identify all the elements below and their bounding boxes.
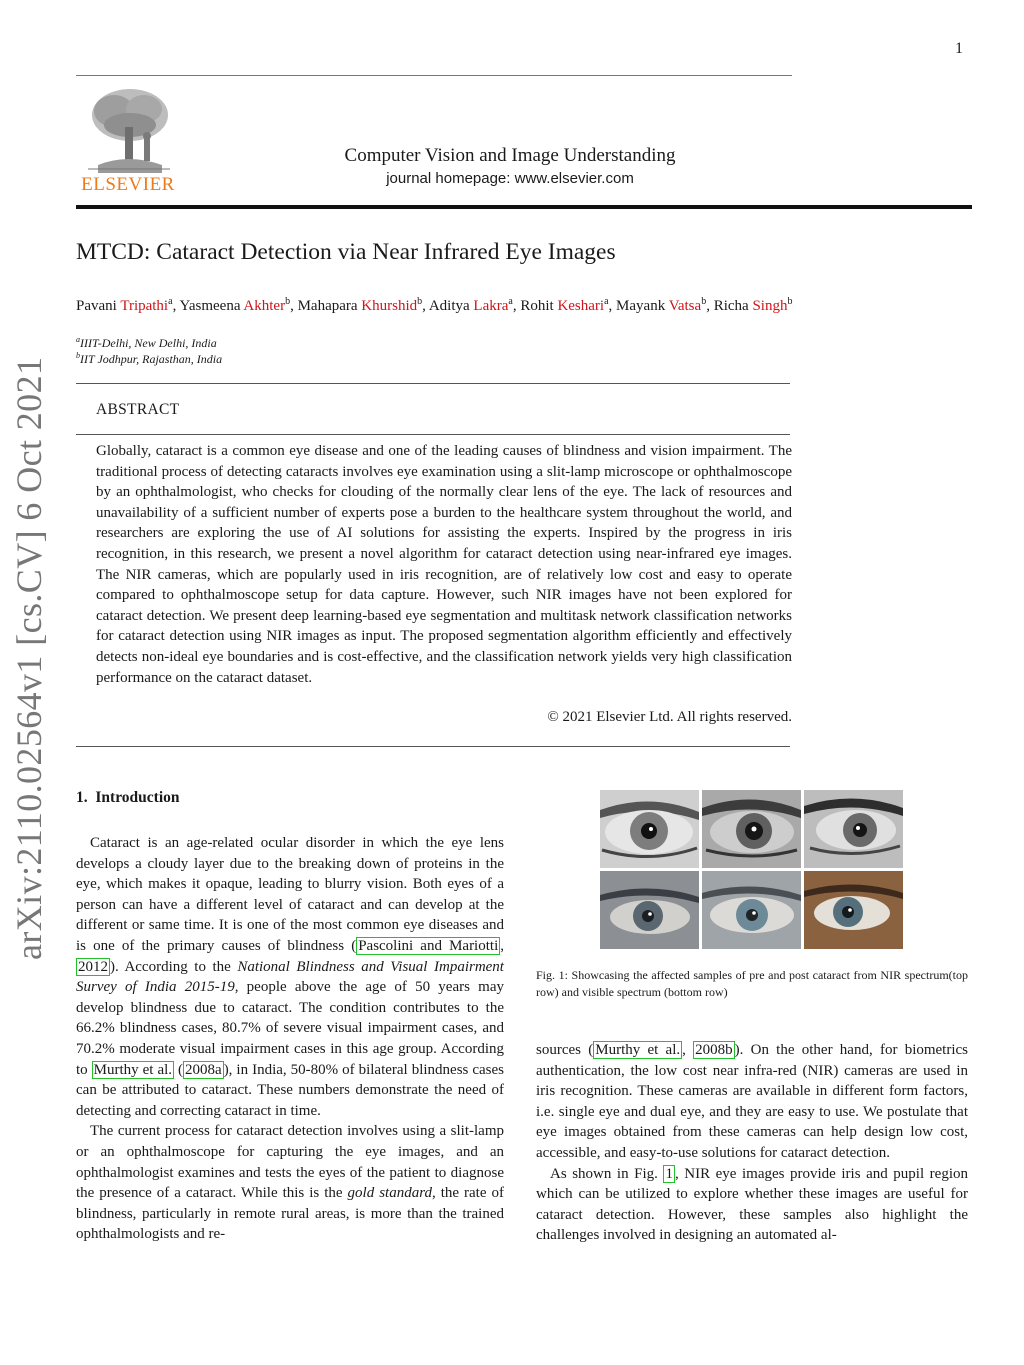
elsevier-logo [78, 85, 178, 197]
author-last-name-link[interactable]: Keshari [557, 298, 605, 314]
author-first-name: Mahapara [297, 298, 358, 314]
author-separator: , [512, 298, 521, 314]
abstract-bottom-rule [76, 746, 790, 747]
text-span: ). According to the [110, 958, 238, 975]
author-separator: , [172, 298, 180, 314]
author-first-name: Mayank [616, 298, 666, 314]
author-last-name-link[interactable]: Akhter [243, 298, 286, 314]
figure-caption: Fig. 1: Showcasing the affected samples of pre and post cataract from NIR spectrum(top row) and visible spectrum (bottom row) [536, 968, 968, 999]
author-separator: , [290, 298, 298, 314]
text-span: , the rate of blindness, particularly in remote rural areas, is more than the trained ophthalmologists and re- [76, 1185, 504, 1243]
text-span: , people above the age of 50 years may develop blindness due to cataract. The condition contributes to the 66.2% blindness cases, 80.7% of severe visual impairment cases, and 70.2% moderate visual impairment cases in this age group. According to [76, 979, 504, 1078]
affiliation-key: a [76, 335, 80, 344]
author-last-name-link[interactable]: Tripathi [120, 298, 169, 314]
copyright-notice: © 2021 Elsevier Ltd. All rights reserved. [547, 709, 792, 725]
author [429, 298, 521, 314]
affiliation-text: IIIT-Delhi, New Delhi, India [80, 336, 217, 350]
citation-link[interactable]: Murthy et al. [595, 1042, 681, 1058]
text-span: ). On the other hand, for biometrics authentication, the low cost near infra-red (NIR) cameras are used in iris recognition. These cameras are available in different form factors, i.e. single eye and dual eye, and they are easy to use. We postulate that eye images obtained from these cameras can help design low cost, accessible, and easy-to-use solutions for cataract detection. [536, 1042, 969, 1161]
author [298, 298, 429, 314]
page-number: 1 [955, 40, 963, 57]
publisher-name: ELSEVIER [81, 174, 175, 195]
citation-link[interactable]: Pascolini and Mariotti [358, 937, 499, 954]
text-span: The current process for cataract detection involves using a slit-lamp or an ophthalmoscope for capturing the eye images, and an ophthalmologist examines and tests the eyes of the patient to diagnose the presence of a cataract. While this is the [76, 1123, 504, 1202]
author-last-name-link[interactable]: Vatsa [668, 298, 702, 314]
text-span: Cataract is an age-related ocular disorder in which the eye lens develops a cloudy layer due to the breaking down of proteins in the eye, which makes it opaque, leading to blurry vision. Both eyes of a person can have a different level of cataract and can develop at the different or same time. It is one of the most common eye diseases and is one of the primary causes of blindness ( [76, 835, 504, 954]
text-span: ( [174, 1061, 184, 1078]
author-affiliation-mark: b [787, 296, 793, 307]
text-span: , [682, 1042, 694, 1058]
section-number: 1. [76, 789, 88, 806]
eye-image-visible-1 [600, 871, 699, 949]
text-span: , NIR eye images provide iris and pupil region which can be utilized to explore whether these images are useful for cataract detection. However, these samples also highlight the challenges involved in designing an automated al- [536, 1165, 968, 1244]
author-affiliation-mark: a [168, 296, 173, 307]
abstract-body: Globally, cataract is a common eye disease and one of the leading causes of blindness and vision impairment. The traditional process of detecting cataracts involves eye examination using a slit-lamp microscope or ophthalmoscope by an ophthalmologist, who checks for clouding of the normally clear lens of the eye. The lack of resources and unavailability of a sufficient number of experts pose a burden to the healthcare system throughout the world, and researchers are exploring the use of AI solutions for assisting the experts. Inspired by the progress in iris recognition, in this research, we present a novel algorithm for cataract detection using near-infrared eye images. The NIR cameras, which are popularly used in iris recognition, are of relatively low cost and easy to operate compared to ophthalmoscope setup for data capture. However, such NIR images have not been explored for cataract detection. We present deep learning-based eye segmentation and multitask network classification networks for cataract detection using NIR images as input. The proposed segmentation algorithm efficiently and effectively detects non-ideal eye boundaries and is cost-effective, and the classification network yields very high classification performance on the cataract dataset. [96, 443, 792, 686]
author-separator: , [608, 298, 617, 314]
text-span: ), in India, 50-80% of bilateral blindness cases can be attributed to cataract. These numbers demonstrate the need of detecting and correcting cataract in time. [76, 1061, 504, 1119]
abstract-top-rule [76, 383, 790, 384]
author [714, 298, 793, 314]
citation-link[interactable]: 2012 [78, 958, 108, 975]
eye-image-nir-3 [804, 790, 903, 868]
author-separator: , [422, 298, 429, 314]
author [616, 298, 714, 314]
emphasis: gold standard [347, 1185, 432, 1202]
author-separator: , [706, 298, 714, 314]
eye-image-visible-2 [702, 871, 801, 949]
figure-reference-link[interactable]: 1 [665, 1165, 673, 1182]
author-first-name: Aditya [428, 298, 470, 314]
section-heading [76, 789, 180, 807]
affiliation-text: IIT Jodhpur, Rajasthan, India [80, 352, 223, 366]
affiliation-a [76, 335, 217, 351]
author-first-name: Richa [713, 298, 749, 314]
header-rule [76, 75, 792, 76]
citation-link[interactable]: Murthy et al. [93, 1061, 173, 1078]
author-list [76, 296, 792, 315]
text-span: As shown in Fig. [550, 1165, 664, 1182]
journal-name: Computer Vision and Image Understanding [344, 145, 676, 166]
author-last-name-link[interactable]: Lakra [473, 298, 509, 314]
author-affiliation-mark: b [701, 296, 707, 307]
figure-1 [600, 790, 904, 950]
survey-title: National Blindness and Visual Impairment Survey of India 2015-19 [76, 958, 504, 996]
author-last-name-link[interactable]: Singh [752, 298, 788, 314]
left-column [76, 833, 504, 1245]
citation-link[interactable]: 2008b [695, 1042, 733, 1058]
eye-image-nir-2 [702, 790, 801, 868]
affiliation-key: b [76, 351, 80, 360]
author-affiliation-mark: b [417, 296, 423, 307]
author [76, 298, 180, 314]
header-thick-rule [76, 205, 972, 209]
right-paragraph-2 [536, 1164, 968, 1246]
eye-image-visible-3 [804, 871, 903, 949]
arxiv-stamp[interactable]: arXiv:2110.02564v1 [cs.CV] 6 Oct 2021 [9, 356, 49, 960]
intro-paragraph-2 [76, 1121, 504, 1245]
author-affiliation-mark: a [604, 296, 609, 307]
author-first-name: Rohit [520, 298, 554, 314]
author-first-name: Pavani [76, 298, 117, 314]
abstract-heading-rule [76, 434, 790, 435]
journal-homepage[interactable]: journal homepage: www.elsevier.com [386, 170, 634, 187]
section-title: Introduction [95, 789, 180, 806]
right-paragraph-1 [536, 1040, 968, 1164]
author-last-name-link[interactable]: Khurshid [361, 298, 418, 314]
right-column [536, 1040, 968, 1246]
citation-link[interactable]: 2008a [185, 1061, 222, 1078]
eye-image-nir-1 [600, 790, 699, 868]
affiliation-b [76, 351, 222, 367]
author-affiliation-mark: b [285, 296, 291, 307]
text-span: , [500, 937, 504, 954]
author-affiliation-mark: a [508, 296, 513, 307]
author-first-name: Yasmeena [179, 298, 241, 314]
abstract-heading: ABSTRACT [96, 401, 180, 418]
text-span: sources ( [536, 1042, 594, 1058]
author [520, 298, 616, 314]
paper-title: MTCD: Cataract Detection via Near Infrared Eye Images [76, 239, 616, 265]
intro-paragraph-1 [76, 833, 504, 1121]
author [180, 298, 298, 314]
